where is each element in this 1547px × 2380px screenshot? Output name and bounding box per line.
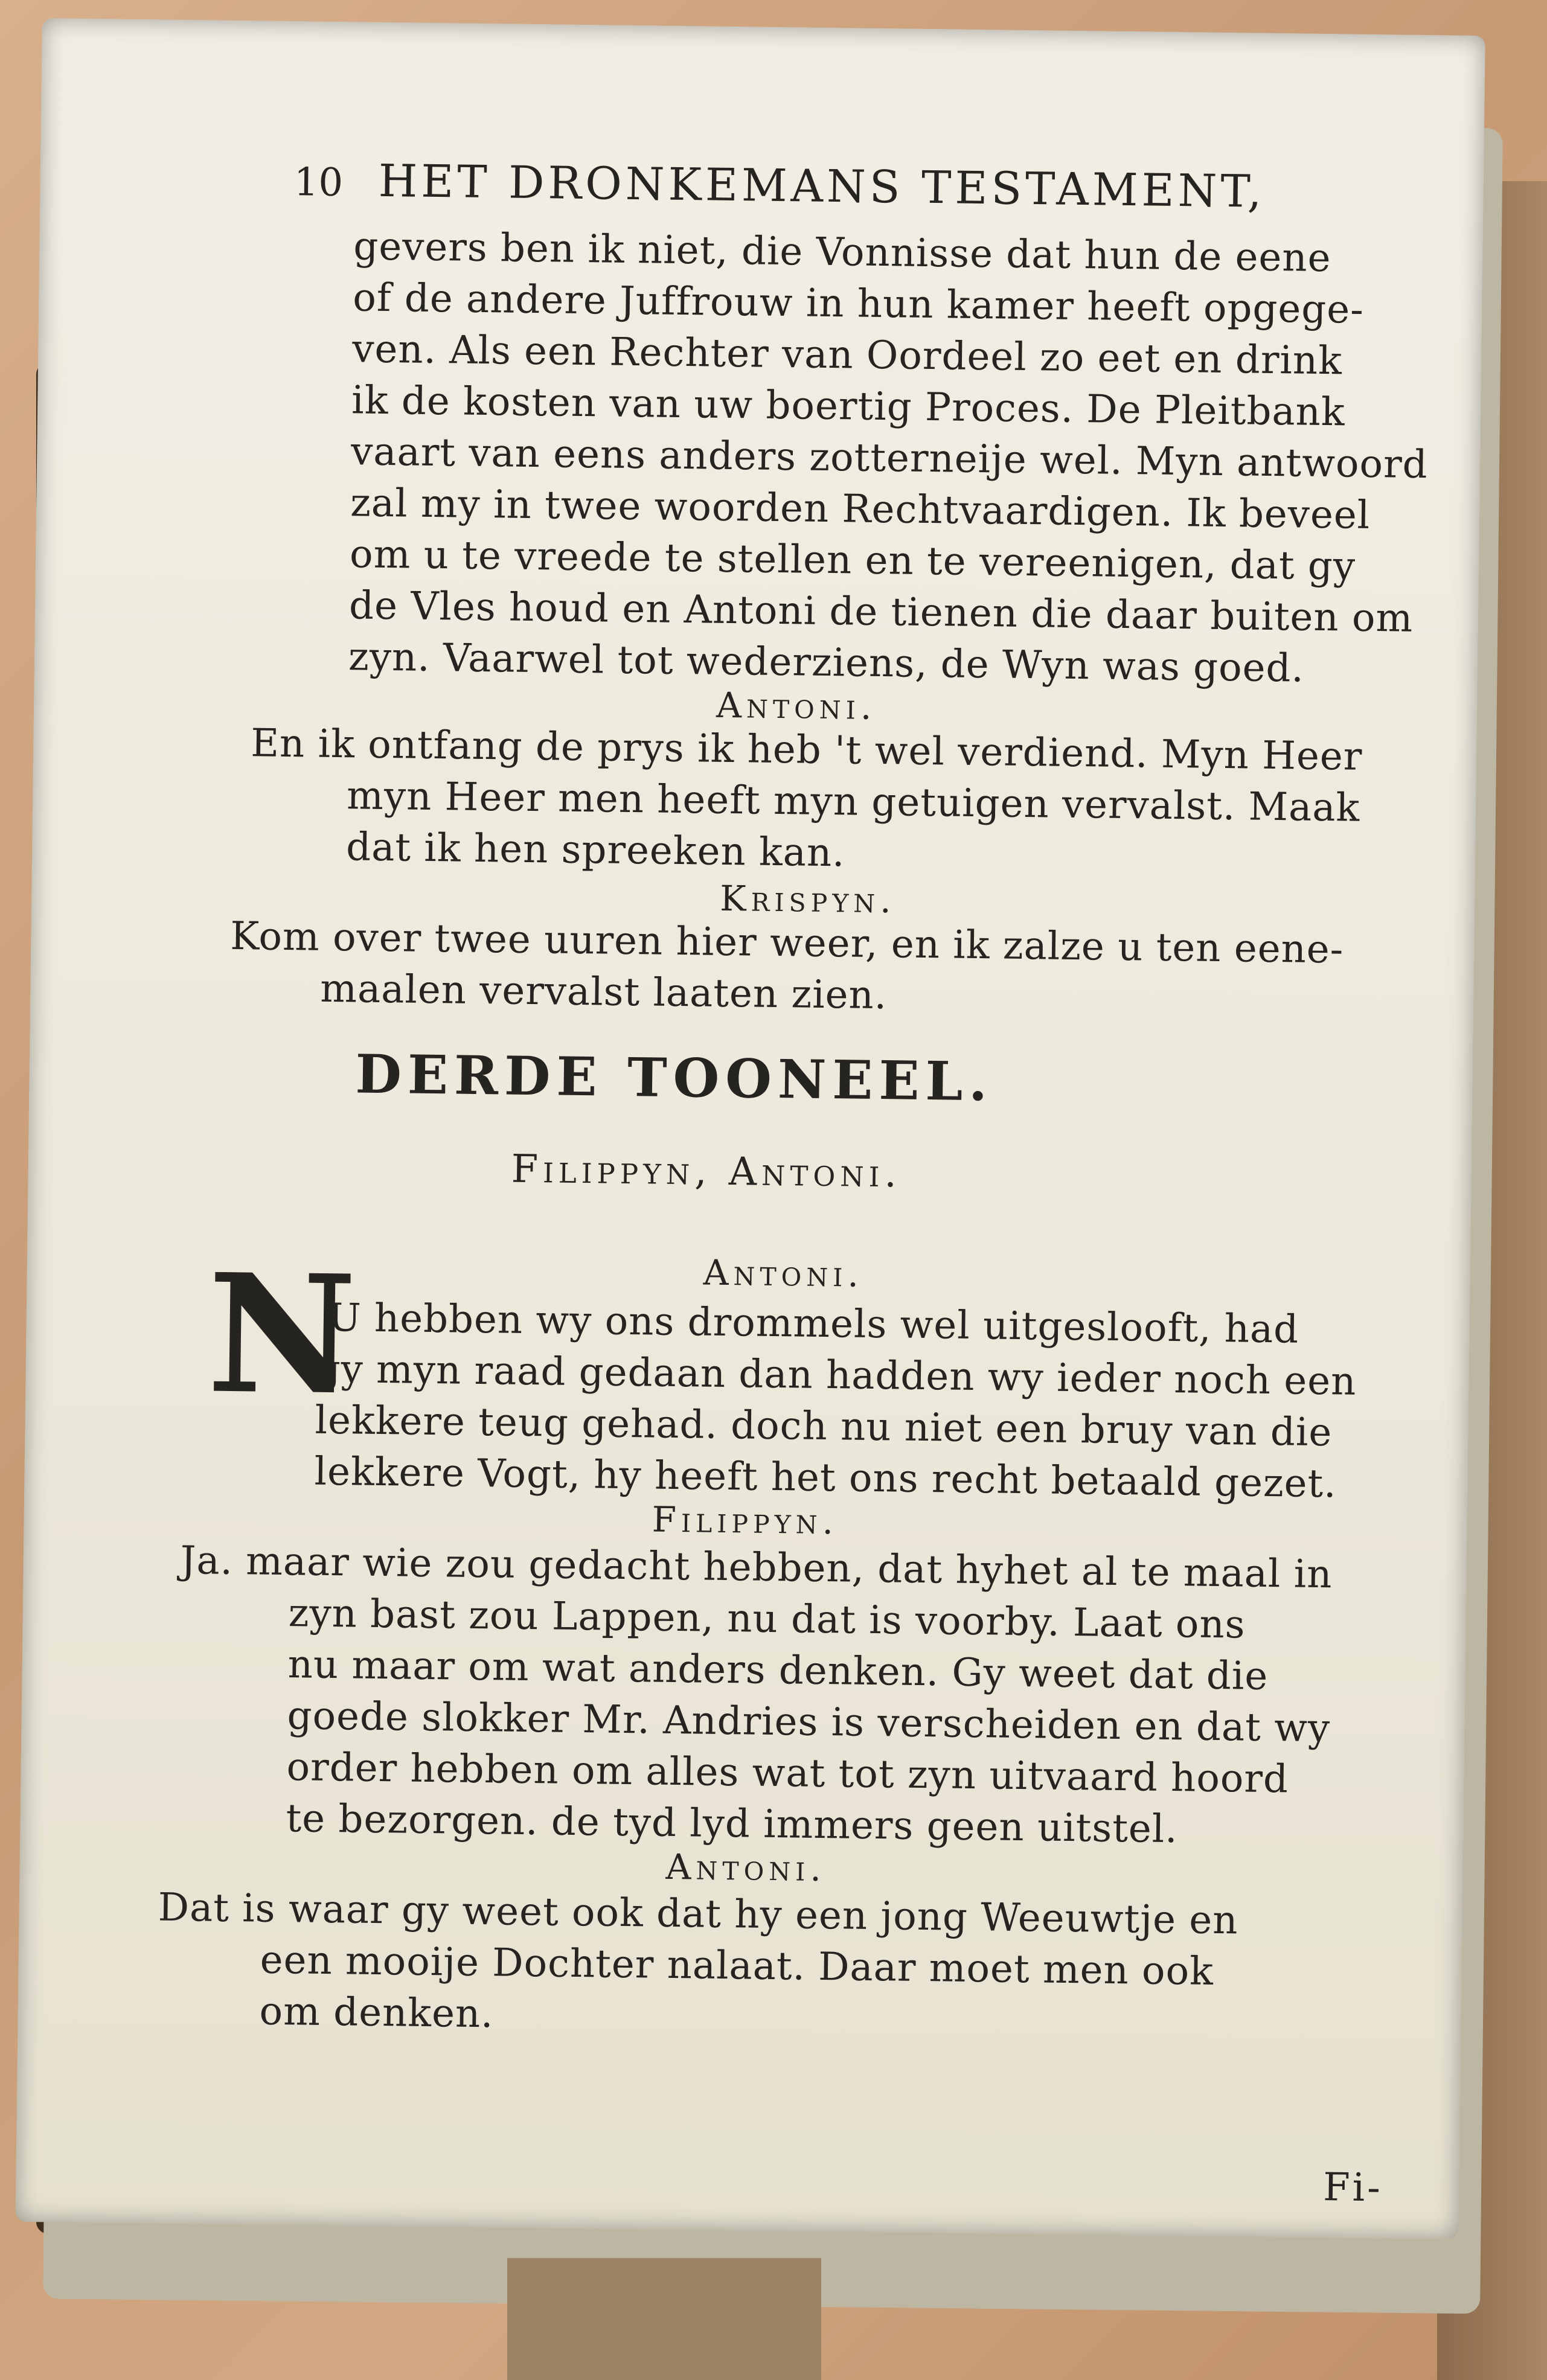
speaker-label: Antoni. [703, 1252, 864, 1295]
text-line: myn Heer men heeft myn getuigen vervalst. Maak [346, 773, 1360, 831]
scene-title: DERDE TOONEEL. [355, 1042, 994, 1113]
speaker-label: Antoni. [665, 1846, 827, 1890]
speaker-label: Antoni. [716, 684, 877, 728]
text-line: En ik ontfang de prys ik heb 't wel verdiend. Myn Heer [250, 721, 1363, 779]
scene-characters: Filippyn, Antoni. [511, 1147, 902, 1197]
text-line: te bezorgen. de tyd lyd immers geen uitstel. [286, 1796, 1179, 1852]
text-line: lekkere teug gehad. doch nu niet een bruy van die [315, 1398, 1333, 1456]
text-line: ik de kosten van uw boertig Proces. De Pleitbank [351, 378, 1346, 435]
running-title: HET DRONKEMANS TESTAMENT, [378, 155, 1266, 218]
text-line: Dat is waar gy weet ook dat hy een jong Weeuwtje en [158, 1885, 1238, 1943]
book-page [15, 18, 1485, 2239]
text-line: dat ik hen spreeken kan. [345, 825, 845, 876]
text-line: om denken. [259, 1989, 494, 2037]
text-line: Kom over twee uuren hier weer, en ik zalze u ten eene- [229, 913, 1344, 973]
page-text [15, 18, 1485, 2239]
text-line: vaart van eens anders zotterneije wel. Myn antwoord [350, 429, 1429, 488]
text-line: zyn. Vaarwel tot wederziens, de Wyn was goed. [348, 635, 1305, 691]
page-number: 10 [293, 160, 344, 206]
text-line: goede slokker Mr. Andries is verscheiden en dat wy [287, 1694, 1331, 1751]
text-line: de Vles houd en Antoni de tienen die daar buiten om [348, 583, 1414, 641]
text-line: gevers ben ik niet, die Vonnisse dat hun de eene [353, 224, 1331, 281]
text-line: ven. Als een Rechter van Oordeel zo eet en drink [351, 327, 1343, 384]
text-line: zyn bast zou Lappen, nu dat is voorby. Laat ons [288, 1591, 1246, 1648]
text-line: order hebben om alles wat tot zyn uitvaard hoord [286, 1745, 1289, 1802]
drop-cap: N [206, 1237, 358, 1432]
text-line: nu maar om wat anders denken. Gy weet dat die [287, 1642, 1269, 1700]
catchword: Fi- [1322, 2165, 1383, 2211]
text-line: of de andere Juffrouw in hun kamer heeft opgege- [352, 275, 1365, 333]
speaker-label: Krispyn. [719, 877, 897, 921]
bookmark-strip [507, 2258, 821, 2380]
text-line: lekkere Vogt, hy heeft het ons recht betaald gezet. [314, 1449, 1337, 1507]
text-line: zal my in twee woorden Rechtvaardigen. Ik beveel [350, 481, 1371, 538]
text-line: U hebben wy ons drommels wel uitgeslooft, had [328, 1295, 1299, 1352]
text-line: een mooije Dochter nalaat. Daar moet men ook [260, 1937, 1214, 1994]
text-line: om u te vreede te stellen en te vereenigen, dat gy [349, 532, 1356, 589]
speaker-label: Filippyn. [652, 1499, 839, 1543]
text-line: gy myn raad gedaan dan hadden wy ieder noch een [315, 1346, 1357, 1404]
text-line: Ja. maar wie zou gedacht hebben, dat hyhet al te maal in [180, 1538, 1333, 1598]
text-line: maalen vervalst laaten zien. [319, 966, 888, 1019]
